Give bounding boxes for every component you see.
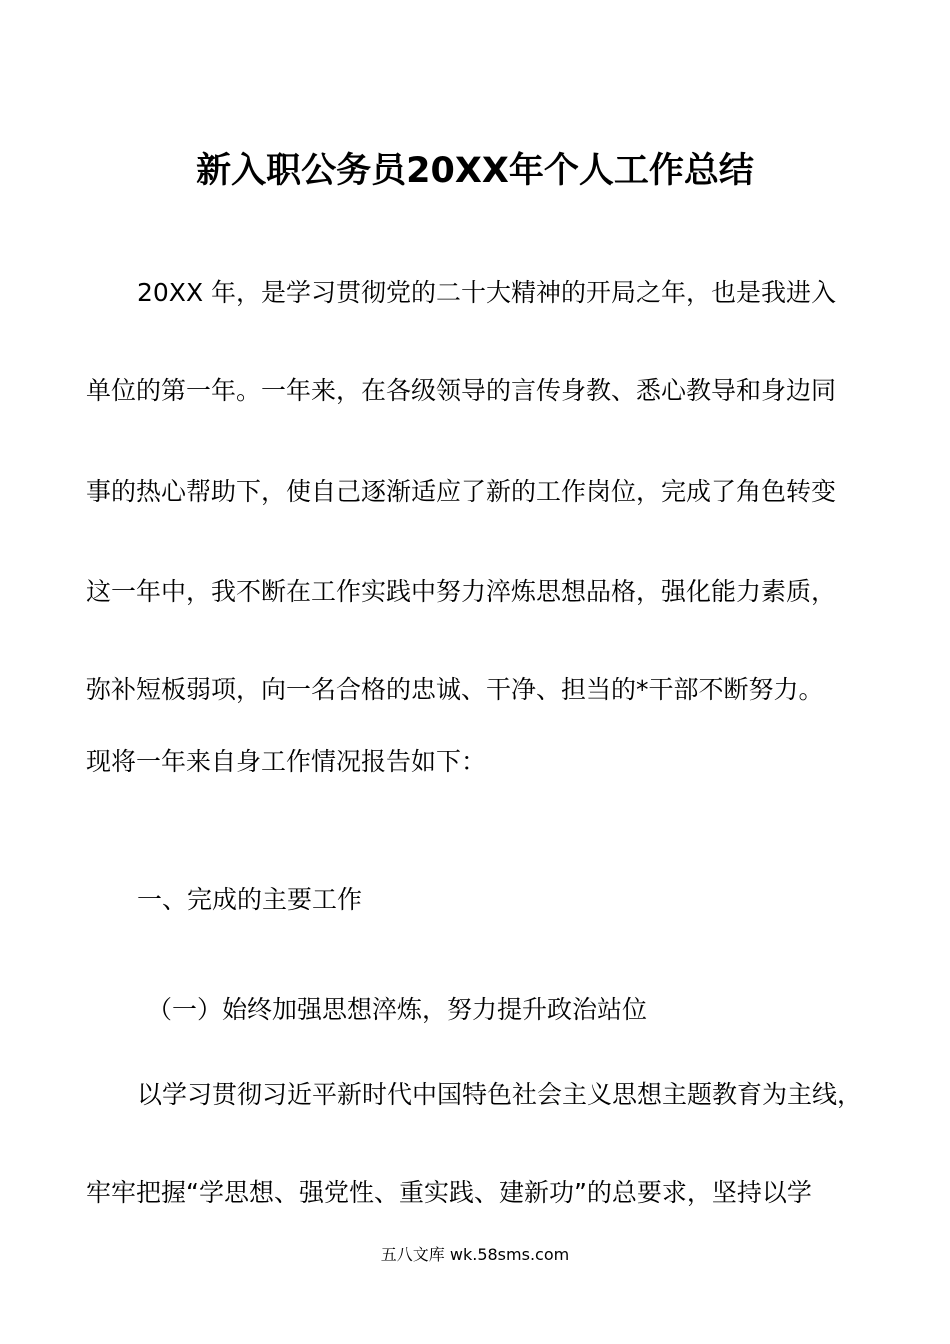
paragraph-line: 现将一年来自身工作情况报告如下：: [86, 747, 487, 776]
paragraph-line: 这一年中，我不断在工作实践中努力淬炼思想品格，强化能力素质，: [86, 577, 837, 606]
paragraph-line: 事的热心帮助下，使自己逐渐适应了新的工作岗位，完成了角色转变: [86, 477, 837, 506]
paragraph-line: 20XX 年，是学习贯彻党的二十大精神的开局之年，也是我进入: [137, 278, 837, 307]
paragraph-line: 以学习贯彻习近平新时代中国特色社会主义思想主题教育为主线，: [137, 1080, 863, 1109]
subsection-heading: （一）始终加强思想淬炼，努力提升政治站位: [147, 995, 648, 1024]
document-title: 新入职公务员20XX年个人工作总结: [196, 151, 754, 191]
section-heading: 一、完成的主要工作: [137, 885, 363, 914]
paragraph-line: 弥补短板弱项，向一名合格的忠诚、干净、担当的*干部不断努力。: [86, 675, 824, 704]
paragraph-line: 牢牢把握“学思想、强党性、重实践、建新功”的总要求，坚持以学: [86, 1178, 812, 1207]
paragraph-line: 单位的第一年。一年来，在各级领导的言传身教、悉心教导和身边同: [86, 376, 837, 405]
page-footer: 五八文库 wk.58sms.com: [380, 1245, 570, 1264]
